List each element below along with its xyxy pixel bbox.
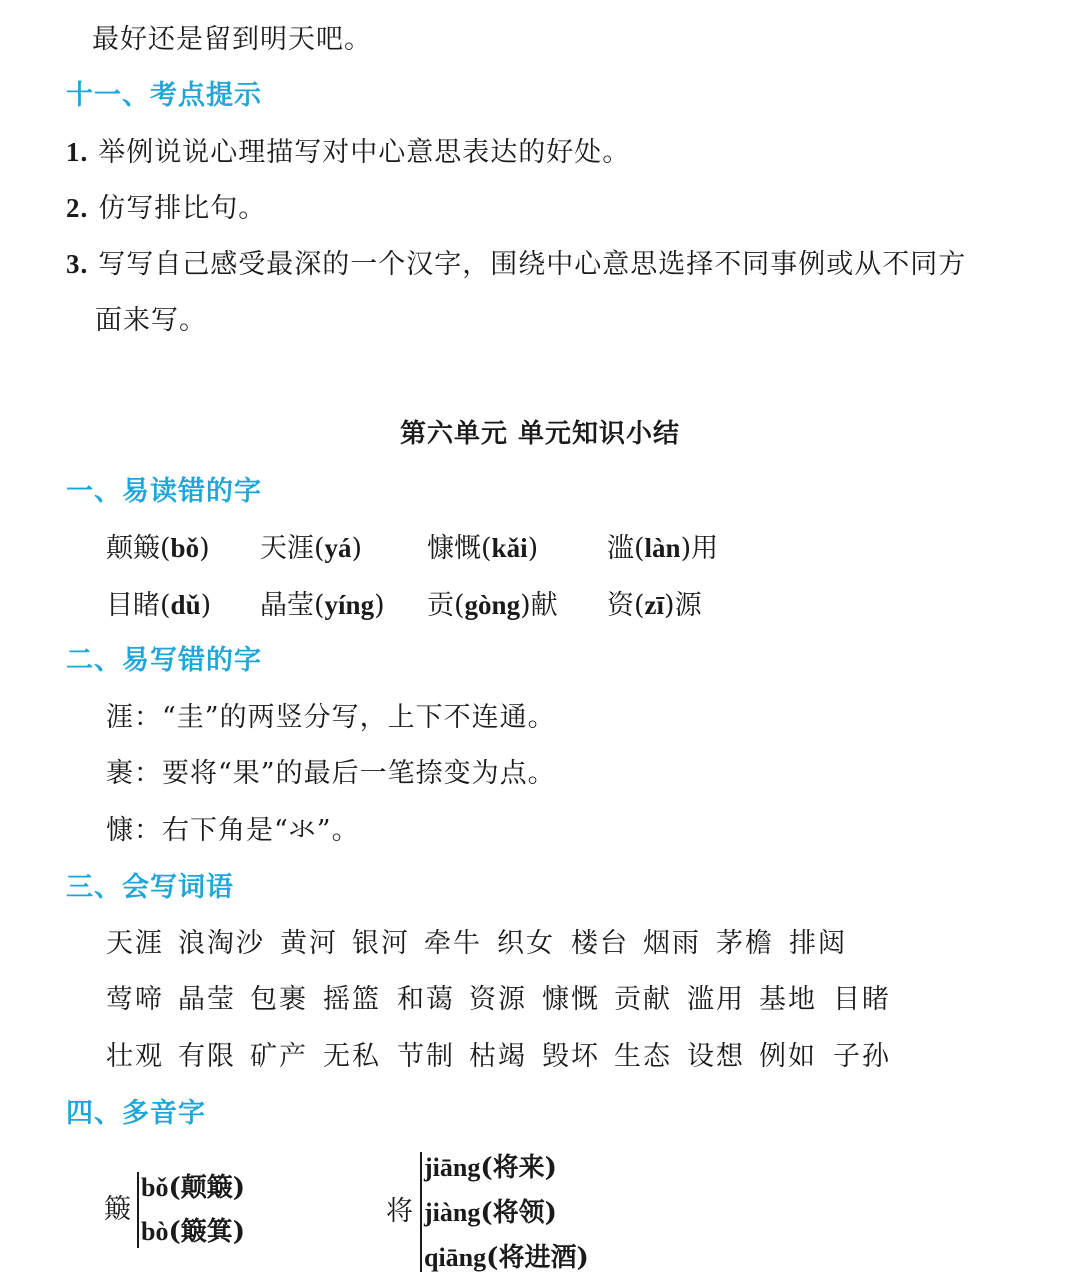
vocabulary-word: 毁坏 <box>542 1041 600 1072</box>
unit-title: 第六单元 单元知识小结 <box>399 419 681 449</box>
item-text: 写写自己感受最深的一个汉字，围绕中心意思选择不同事例或从不同方 <box>98 249 967 280</box>
vocabulary-word: 子孙 <box>833 1041 891 1072</box>
item-number: 1. <box>66 137 89 167</box>
tip-item <box>66 188 266 229</box>
vocabulary-word: 资源 <box>469 984 527 1015</box>
pronunciation-item: bò(簸箕) <box>141 1217 246 1247</box>
miswritten-note: 慷：右下角是“氺”。 <box>106 815 360 846</box>
vocabulary-word: 无私 <box>323 1041 381 1072</box>
vocabulary-word: 矿产 <box>250 1041 308 1072</box>
section-heading-exam-tips: 十一、考点提示 <box>66 80 262 111</box>
vocabulary-word: 牵牛 <box>424 928 482 959</box>
vocabulary-word: 目睹 <box>833 984 891 1015</box>
item-number: 3. <box>66 249 89 279</box>
vocabulary-word: 浪淘沙 <box>178 928 265 959</box>
pronunciation-item: jiāng(将来) <box>424 1153 557 1183</box>
item-text: 举例说说心理描写对中心意思表达的好处。 <box>98 137 631 168</box>
brace-icon <box>420 1152 422 1272</box>
item-text: 仿写排比句。 <box>98 193 267 224</box>
tip-item-continuation: 面来写。 <box>95 305 207 336</box>
vocabulary-word: 有限 <box>178 1041 236 1072</box>
continued-text: 最好还是留到明天吧。 <box>92 24 372 55</box>
misread-cell: 目睹(dǔ) <box>106 590 212 621</box>
vocabulary-word: 生态 <box>614 1041 672 1072</box>
polyphonic-char: 将 <box>386 1196 413 1227</box>
vocabulary-word: 烟雨 <box>643 928 701 959</box>
brace-icon <box>137 1172 139 1248</box>
misread-cell: 天涯(yá) <box>260 533 363 564</box>
section-heading-misread-chars: 一、易读错的字 <box>66 476 262 507</box>
vocabulary-word: 和蔼 <box>397 984 455 1015</box>
vocabulary-word: 银河 <box>352 928 410 959</box>
vocabulary-word: 织女 <box>497 928 555 959</box>
vocabulary-word: 枯竭 <box>469 1041 527 1072</box>
vocabulary-word: 天涯 <box>106 928 164 959</box>
vocabulary-word: 慷慨 <box>542 984 600 1015</box>
section-heading-miswritten-chars: 二、易写错的字 <box>66 645 262 676</box>
misread-cell: 资(zī)源 <box>607 590 702 621</box>
vocabulary-word: 莺啼 <box>106 984 164 1015</box>
vocabulary-word: 黄河 <box>280 928 338 959</box>
item-number: 2. <box>66 193 89 223</box>
vocabulary-word: 包裹 <box>250 984 308 1015</box>
vocabulary-word: 晶莹 <box>178 984 236 1015</box>
miswritten-note: 涯：“圭”的两竖分写，上下不连通。 <box>106 702 556 733</box>
tip-item <box>66 132 630 173</box>
miswritten-note: 裹：要将“果”的最后一笔捺变为点。 <box>106 758 556 789</box>
pronunciation-item: jiàng(将领) <box>424 1198 557 1228</box>
misread-cell: 慷慨(kǎi) <box>427 533 539 564</box>
vocabulary-word: 基地 <box>759 984 817 1015</box>
vocabulary-word: 滥用 <box>687 984 745 1015</box>
section-heading-polyphonic: 四、多音字 <box>66 1098 206 1129</box>
vocabulary-word: 排闼 <box>789 928 847 959</box>
pronunciation-item: qiāng(将进酒) <box>424 1243 589 1273</box>
vocabulary-word: 例如 <box>759 1041 817 1072</box>
misread-cell: 贡(gòng)献 <box>427 590 558 621</box>
section-heading-vocabulary: 三、会写词语 <box>66 872 234 903</box>
pronunciation-item: bǒ(颠簸) <box>141 1173 246 1203</box>
vocabulary-word: 楼台 <box>571 928 629 959</box>
vocabulary-word: 摇篮 <box>323 984 381 1015</box>
vocabulary-word: 贡献 <box>614 984 672 1015</box>
misread-cell: 晶莹(yíng) <box>260 590 385 621</box>
vocabulary-word: 节制 <box>397 1041 455 1072</box>
vocabulary-word: 壮观 <box>106 1041 164 1072</box>
vocabulary-word: 设想 <box>687 1041 745 1072</box>
vocabulary-word: 茅檐 <box>716 928 774 959</box>
misread-cell: 滥(làn)用 <box>607 533 719 564</box>
misread-cell: 颠簸(bǒ) <box>106 533 210 564</box>
polyphonic-char: 簸 <box>104 1194 131 1225</box>
tip-item <box>66 244 966 285</box>
